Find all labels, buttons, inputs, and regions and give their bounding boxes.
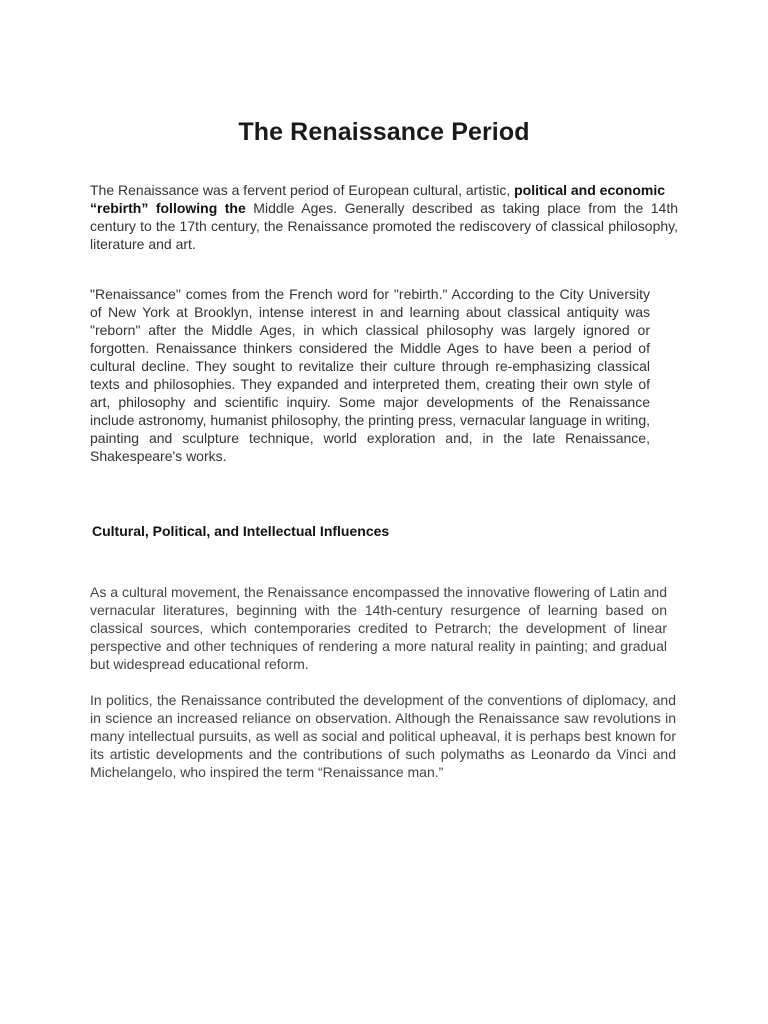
page-title: The Renaissance Period <box>238 118 530 146</box>
etymology-paragraph: "Renaissance" comes from the French word for "rebirth." According to the City University of New York at Brooklyn, intense interest in and learning about classical antiquity was "reborn" after the Middle Ages, in which classical philosophy was largely ignored or forgotten. Renaissance thinkers considered the Middle Ages to have been a period of cultural decline. They sought to revitalize their culture through re-emphasizing classical texts and philosophies. They expanded and interpreted them, creating their own style of art, philosophy and scientific inquiry. Some major developments of the Renaissance include astronomy, humanist philosophy, the printing press, vernacular language in writing, painting and sculpture technique, world exploration and, in the late Renaissance, Shakespeare's works. <box>90 286 650 464</box>
intro-text-start: The Renaissance was a fervent period of European cultural, artistic, <box>90 182 511 198</box>
cultural-movement-paragraph: As a cultural movement, the Renaissance encompassed the innovative flowering of Latin and vernacular literatures, beginning with the 14th-century resurgence of learning based on classical sources, which contemporaries credited to Petrarch; the development of linear perspective and other techniques of rendering a more natural reality in painting; and gradual but widespread educational reform. <box>90 584 667 672</box>
intro-bold-rebirth: “rebirth” following the <box>90 200 246 216</box>
politics-paragraph: In politics, the Renaissance contributed the development of the conventions of diplomacy, and in science an increased reliance on observation. Although the Renaissance saw revolutions in many intellectual pursuits, as well as social and political upheaval, it is perhaps best known for its artistic developments and the contributions of such polymaths as Leonardo da Vinci and Michelangelo, who inspired the term “Renaissance man.” <box>90 692 676 780</box>
intro-paragraph <box>90 181 678 253</box>
section-heading: Cultural, Political, and Intellectual Influences <box>92 523 390 539</box>
intro-text-end: Middle Ages. Generally described as taking place from the 14th century to the 17th century, the Renaissance promoted the rediscovery of classical philosophy, literature and art. <box>90 200 679 252</box>
intro-bold-phrase: political and economic <box>514 182 666 198</box>
